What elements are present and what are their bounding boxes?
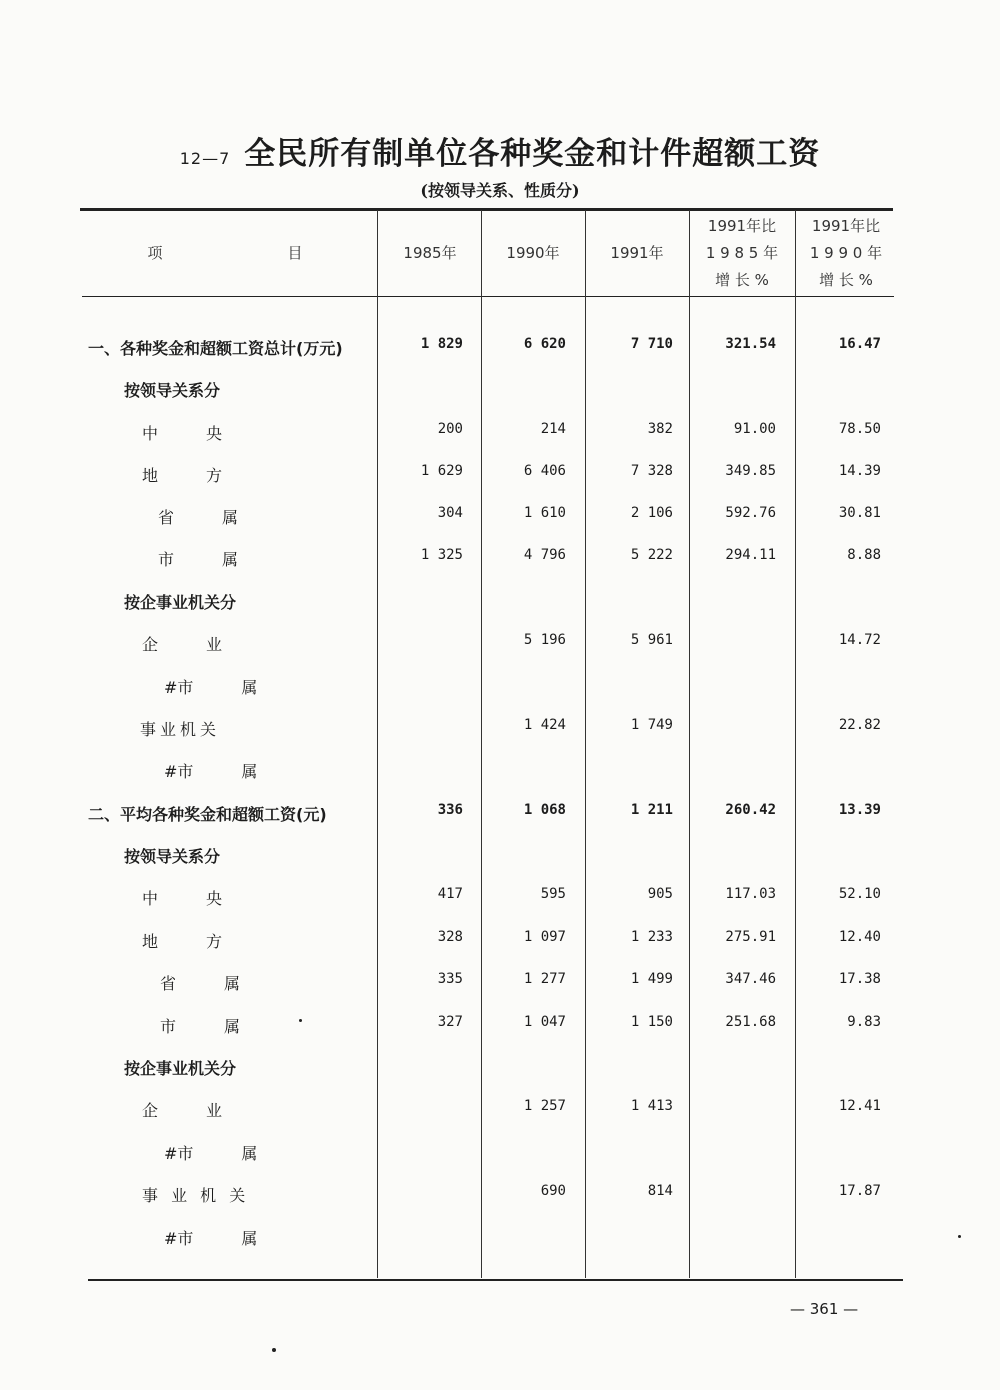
table-row	[0, 463, 1000, 487]
cell-1991: 1 150	[630, 1014, 673, 1030]
header-vs-1990-line: 增 长 %	[819, 271, 873, 289]
row-label: 中 央	[142, 424, 223, 443]
cell-1985: 304	[437, 505, 463, 521]
cell-vs-1985: 294.11	[725, 547, 776, 563]
row-label: 市 属	[158, 550, 239, 569]
table-row	[0, 421, 1000, 445]
cell-1985: 1 629	[420, 463, 463, 479]
cell-1990: 690	[540, 1183, 566, 1199]
row-label: 市 属	[160, 1017, 241, 1036]
cell-1990: 5 196	[523, 632, 566, 648]
row-label: 事 业 机 关	[142, 1186, 250, 1205]
header-vs-1990	[796, 213, 896, 294]
table-row	[0, 1014, 1000, 1038]
row-label: 二、平均各种奖金和超额工资(元)	[88, 805, 327, 824]
cell-1990: 6 406	[523, 463, 566, 479]
scan-speck	[272, 1348, 276, 1352]
top-rule	[80, 208, 893, 211]
header-1990: 1990年	[506, 244, 560, 262]
row-label: 事业机关	[140, 720, 221, 739]
table-row	[0, 336, 1000, 360]
row-label: 一、各种奖金和超额工资总计(万元)	[88, 339, 343, 358]
table-subtitle: (按领导关系、性质分)	[420, 181, 580, 200]
table-row	[0, 378, 1000, 402]
row-label: 省 属	[158, 508, 239, 527]
row-label: 按企事业机关分	[124, 1059, 237, 1078]
header-1991: 1991年	[610, 244, 664, 262]
cell-vs-1990: 30.81	[838, 505, 881, 521]
cell-vs-1990: 22.82	[838, 717, 881, 733]
table-number: 12—7	[179, 149, 231, 168]
cell-1990: 1 277	[523, 971, 566, 987]
table-row	[0, 844, 1000, 868]
cell-1991: 5 961	[630, 632, 673, 648]
row-label: 地 方	[142, 466, 223, 485]
table-row	[0, 1183, 1000, 1207]
row-label: 企 业	[142, 635, 223, 654]
bottom-rule	[88, 1279, 903, 1281]
table-row	[0, 971, 1000, 995]
row-label: 按领导关系分	[124, 847, 221, 866]
cell-1991: 7 710	[630, 336, 673, 352]
cell-1991: 5 222	[630, 547, 673, 563]
cell-vs-1990: 17.87	[838, 1183, 881, 1199]
cell-1985: 336	[437, 802, 463, 818]
header-item-left: 项	[147, 244, 163, 262]
cell-1990: 1 097	[523, 929, 566, 945]
header-item-right: 目	[287, 244, 303, 262]
cell-1991: 1 413	[630, 1098, 673, 1114]
header-vs-1990-line: 1 9 9 0 年	[809, 244, 883, 262]
table-row	[0, 590, 1000, 614]
cell-1985: 200	[437, 421, 463, 437]
cell-vs-1985: 592.76	[725, 505, 776, 521]
cell-1991: 1 749	[630, 717, 673, 733]
table-row	[0, 1098, 1000, 1122]
cell-vs-1990: 8.88	[847, 547, 881, 563]
table-row	[0, 632, 1000, 656]
cell-1990: 4 796	[523, 547, 566, 563]
row-label: 中 央	[142, 889, 223, 908]
cell-vs-1990: 17.38	[838, 971, 881, 987]
cell-vs-1990: 13.39	[838, 802, 881, 818]
row-label: 地 方	[142, 932, 223, 951]
cell-vs-1990: 9.83	[847, 1014, 881, 1030]
cell-1991: 1 211	[630, 802, 673, 818]
cell-1990: 1 047	[523, 1014, 566, 1030]
header-vs-1985-line: 增 长 %	[715, 271, 769, 289]
table-row	[0, 547, 1000, 571]
cell-1990: 6 620	[523, 336, 566, 352]
table-row	[0, 1141, 1000, 1165]
row-label: #市 属	[164, 678, 258, 697]
cell-vs-1990: 78.50	[838, 421, 881, 437]
cell-vs-1985: 260.42	[725, 802, 776, 818]
cell-1990: 214	[540, 421, 566, 437]
header-vs-1985-line: 1991年比	[707, 217, 777, 235]
row-label: #市 属	[164, 1144, 258, 1163]
table-row	[0, 1056, 1000, 1080]
cell-vs-1990: 14.39	[838, 463, 881, 479]
scan-speck	[299, 1019, 302, 1022]
cell-1985: 417	[437, 886, 463, 902]
row-label: 省 属	[160, 974, 241, 993]
cell-1991: 905	[647, 886, 673, 902]
cell-vs-1985: 91.00	[733, 421, 776, 437]
cell-vs-1985: 349.85	[725, 463, 776, 479]
header-rule	[82, 296, 894, 297]
cell-vs-1985: 251.68	[725, 1014, 776, 1030]
row-label: 企 业	[142, 1101, 223, 1120]
cell-1991: 1 233	[630, 929, 673, 945]
cell-vs-1990: 12.41	[838, 1098, 881, 1114]
cell-1985: 1 829	[420, 336, 463, 352]
cell-1991: 382	[647, 421, 673, 437]
page-number: — 361 —	[790, 1300, 859, 1318]
cell-1991: 814	[647, 1183, 673, 1199]
table-row	[0, 675, 1000, 699]
cell-vs-1985: 117.03	[725, 886, 776, 902]
cell-vs-1990: 14.72	[838, 632, 881, 648]
table-row	[0, 802, 1000, 826]
row-label: #市 属	[164, 762, 258, 781]
header-1985: 1985年	[403, 244, 457, 262]
cell-vs-1990: 16.47	[838, 336, 881, 352]
cell-1991: 1 499	[630, 971, 673, 987]
cell-1990: 1 610	[523, 505, 566, 521]
page-title	[0, 128, 1000, 173]
scan-speck	[958, 1235, 961, 1238]
header-vs-1985-line: 1 9 8 5 年	[705, 244, 779, 262]
table-row	[0, 759, 1000, 783]
cell-vs-1985: 321.54	[725, 336, 776, 352]
table-row	[0, 1226, 1000, 1250]
cell-1985: 1 325	[420, 547, 463, 563]
cell-1990: 595	[540, 886, 566, 902]
table-row	[0, 505, 1000, 529]
header-vs-1985	[690, 213, 794, 294]
table-row	[0, 717, 1000, 741]
cell-vs-1985: 347.46	[725, 971, 776, 987]
row-label: 按企事业机关分	[124, 593, 237, 612]
row-label: #市 属	[164, 1229, 258, 1248]
cell-vs-1985: 275.91	[725, 929, 776, 945]
header-vs-1990-line: 1991年比	[811, 217, 881, 235]
cell-vs-1990: 12.40	[838, 929, 881, 945]
table-row	[0, 886, 1000, 910]
cell-vs-1990: 52.10	[838, 886, 881, 902]
cell-1990: 1 257	[523, 1098, 566, 1114]
cell-1985: 327	[437, 1014, 463, 1030]
cell-1985: 328	[437, 929, 463, 945]
cell-1991: 2 106	[630, 505, 673, 521]
cell-1990: 1 068	[523, 802, 566, 818]
table-title: 全民所有制单位各种奖金和计件超额工资	[244, 136, 821, 172]
cell-1990: 1 424	[523, 717, 566, 733]
cell-1985: 335	[437, 971, 463, 987]
table-row	[0, 929, 1000, 953]
row-label: 按领导关系分	[124, 381, 221, 400]
cell-1991: 7 328	[630, 463, 673, 479]
